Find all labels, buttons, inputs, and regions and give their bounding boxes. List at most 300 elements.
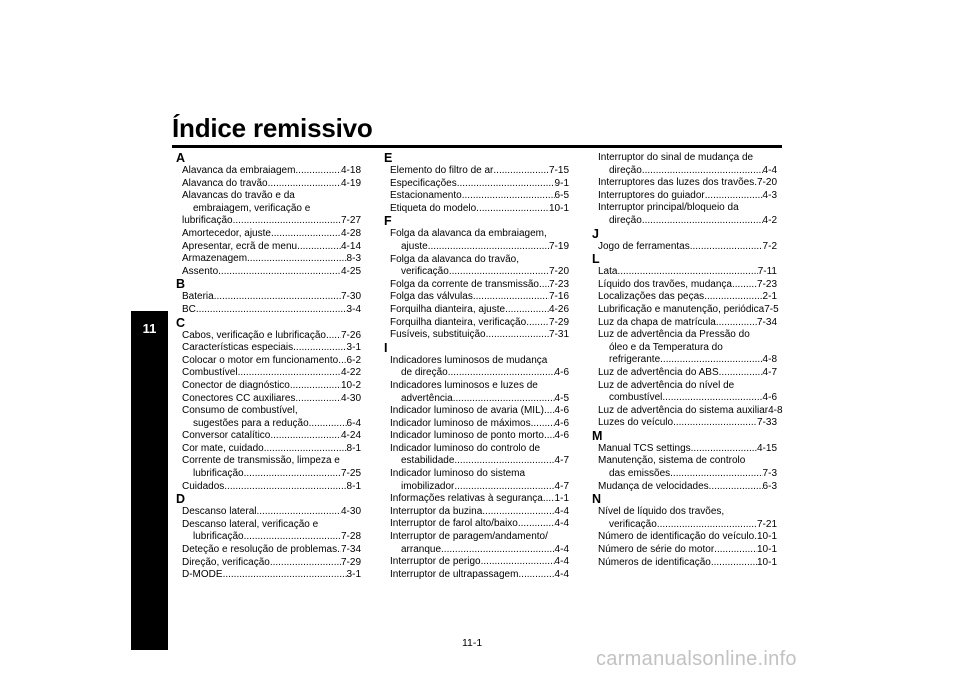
index-entry [384, 430, 569, 443]
index-entry-page: 7-31 [548, 329, 569, 341]
index-entry-text: embraiagem, verificação e [193, 202, 311, 214]
index-entry-page: 7-23 [756, 278, 777, 290]
index-entry-text: óleo e da Temperatura do [609, 341, 723, 353]
index-entry-text: Números de identificação [598, 556, 711, 568]
index-entry-page: 7-34 [756, 316, 777, 328]
index-entry [176, 355, 361, 368]
index-entry [592, 266, 777, 279]
index-entry-text: Forquilha dianteira, verificação [390, 316, 527, 328]
index-entry-text: Interruptor de farol alto/baixo [390, 518, 518, 530]
dot-leader [297, 241, 341, 254]
index-entry-text: Interruptor de ultrapassagem [390, 568, 519, 580]
index-section-letter: F [384, 214, 392, 229]
dot-leader [295, 393, 341, 406]
index-entry-text: lubrificação [193, 531, 244, 543]
dot-leader [223, 569, 347, 582]
index-entry-page: 4-4 [554, 568, 569, 580]
index-entry [592, 354, 777, 367]
index-entry-text: Indicador luminoso de máximos [390, 417, 531, 429]
index-entry [592, 279, 777, 292]
index-entry [176, 418, 361, 431]
index-entry [176, 178, 361, 191]
index-entry-text: arranque [401, 543, 442, 555]
index-entry [384, 556, 569, 569]
index-entry-text: Interruptor do sinal de mudança de [598, 152, 754, 163]
index-entry-text: Indicador luminoso do controlo de [390, 442, 541, 454]
index-entry-page: 4-30 [340, 506, 361, 518]
index-entry-page: 8-3 [346, 253, 361, 265]
dot-leader [482, 506, 554, 519]
index-entry-page: 4-5 [554, 392, 569, 404]
index-entry [592, 291, 777, 304]
index-entry-page: 6-2 [346, 354, 361, 366]
index-entry-text: Combustível [182, 367, 238, 379]
index-entry-text: Luz de advertência do ABS [598, 366, 719, 378]
dot-leader [505, 304, 549, 317]
index-entry-page: 8-1 [346, 442, 361, 454]
index-entry-page: 4-14 [340, 240, 361, 252]
index-entry [176, 544, 361, 557]
index-entry-text: Lubrificação e manutenção, periódica [598, 303, 765, 315]
index-entry [592, 519, 777, 532]
index-entry-text: Alavanca do travão [182, 177, 268, 189]
chapter-tab [131, 311, 168, 650]
index-entry-text: direção [609, 214, 642, 226]
index-entry-page: 4-8 [762, 354, 777, 366]
index-entry [176, 304, 361, 317]
index-entry-text: Elemento do filtro de ar [390, 165, 494, 176]
dot-leader [218, 266, 341, 279]
dot-leader [714, 544, 757, 557]
index-entry [384, 506, 569, 519]
index-section-letter: J [592, 226, 599, 241]
dot-leader [244, 531, 341, 544]
index-entry-page: 7-30 [340, 291, 361, 303]
index-entry [384, 481, 569, 494]
index-entry-text: Bateria [182, 291, 214, 303]
index-entry [384, 178, 569, 191]
index-entry-text: Luz de advertência do sistema auxiliar [598, 404, 769, 416]
index-entry-text: verificação [401, 266, 449, 278]
index-entry-text: Interruptor de paragem/andamento/ [390, 531, 548, 543]
index-entry-text: Número de identificação do veículo [598, 531, 755, 543]
index-entry-page: 1-1 [554, 493, 569, 505]
dot-leader [449, 266, 549, 279]
index-entry [176, 393, 361, 406]
dot-leader [453, 393, 555, 406]
index-entry-text: Etiqueta do modelo [390, 202, 477, 214]
index-entry-page: 4-4 [554, 543, 569, 555]
dot-leader [690, 241, 763, 254]
index-entry-page: 3-4 [346, 303, 361, 315]
index-entry-text: Luz de advertência do nível de [598, 379, 735, 391]
index-entry [384, 367, 569, 380]
index-entry-text: Interruptor principal/bloqueio da [598, 202, 739, 214]
index-entry [592, 215, 777, 228]
dot-leader [309, 418, 347, 431]
index-entry-text: Informações relativas à segurança [390, 493, 543, 505]
index-entry-text: Interruptor da buzina [390, 505, 483, 517]
index-entry [176, 531, 361, 544]
index-entry [176, 506, 361, 519]
dot-leader [290, 380, 341, 393]
index-entry-text: lubrificação [182, 215, 233, 227]
index-entry [176, 380, 361, 393]
index-entry-text: Interruptores do guiador [598, 189, 705, 201]
index-entry-text: verificação [609, 518, 657, 530]
index-entry-page: 8-1 [346, 480, 361, 492]
index-entry-page: 4-6 [554, 430, 569, 442]
dot-leader [657, 519, 757, 532]
chapter-tab-label: 11 [142, 321, 157, 336]
index-entry-text: Localizações das peças [598, 291, 705, 303]
index-entry-page: 7-20 [548, 266, 569, 278]
dot-leader [214, 291, 341, 304]
index-entry-text: Conversor catalítico [182, 430, 271, 442]
index-entry [592, 544, 777, 557]
dot-leader [543, 493, 555, 506]
index-entry-text: Jogo de ferramentas [598, 240, 690, 252]
index-entry-text: Conectores CC auxiliares [182, 392, 296, 404]
index-entry [176, 569, 361, 582]
dot-leader [448, 367, 555, 380]
index-entry-page: 4-4 [554, 505, 569, 517]
index-entry-page: 4-22 [340, 367, 361, 379]
index-entry [592, 443, 777, 456]
index-entry [176, 291, 361, 304]
index-entry-text: Fusíveis, substituição [390, 329, 486, 341]
index-entry-page: 7-29 [548, 316, 569, 328]
index-entry [592, 317, 777, 330]
index-entry-text: Forquilha dianteira, ajuste [390, 303, 506, 315]
index-entry-page: 10-1 [756, 544, 777, 556]
index-entry-page: 4-4 [554, 556, 569, 568]
index-entry [384, 518, 569, 531]
dot-leader [526, 317, 549, 330]
dot-leader [462, 190, 555, 203]
index-entry-text: Folga das válvulas [390, 291, 473, 303]
index-entry [176, 468, 361, 481]
page-number: 11-1 [462, 637, 483, 649]
index-entry [384, 203, 569, 216]
index-entry-page: 4-18 [340, 165, 361, 176]
index-section-letter: E [384, 151, 393, 165]
index-entry [384, 455, 569, 468]
index-entry-page: 7-19 [548, 240, 569, 252]
index-entry-page: 4-6 [554, 367, 569, 379]
index-entry [176, 215, 361, 228]
index-entry-text: D-MODE [182, 569, 223, 581]
dot-leader [539, 279, 549, 292]
index-entry-text: ajuste [401, 240, 428, 252]
page-title: Índice remissivo [172, 113, 373, 143]
index-entry-text: Cuidados [182, 480, 225, 492]
index-entry-text: direção [609, 164, 642, 176]
index-entry [384, 291, 569, 304]
dot-leader [705, 190, 763, 203]
index-entry-text: Armazenagem [182, 253, 248, 265]
index-entry-text: Folga da corrente de transmissão [390, 278, 539, 290]
index-entry [176, 481, 361, 494]
index-entry-text: BC [182, 303, 196, 315]
index-entry-page: 4-15 [756, 442, 777, 454]
watermark: carmanualsonline.info [596, 648, 797, 670]
index-entry-text: Cor mate, cuidado [182, 442, 264, 454]
index-entry-page: 4-28 [340, 227, 361, 239]
index-entry [176, 443, 361, 456]
index-entry-page: 4-19 [340, 177, 361, 189]
index-entry [176, 367, 361, 380]
index-entry [384, 304, 569, 317]
index-entry-text: Apresentar, ecrã de menu [182, 240, 298, 252]
dot-leader [271, 228, 341, 241]
index-entry-page: 4-8 [768, 404, 783, 416]
index-entry [176, 165, 361, 178]
index-section-letter: N [592, 492, 602, 507]
dot-leader [518, 569, 554, 582]
dot-leader [224, 481, 346, 494]
index-entry-text: Deteção e resolução de problemas [182, 544, 338, 556]
index-entry-page: 10-1 [756, 531, 777, 543]
dot-leader [441, 544, 555, 557]
index-entry [384, 329, 569, 342]
index-entry [384, 279, 569, 292]
index-entry-page: 7-2 [762, 240, 777, 252]
index-entry [384, 544, 569, 557]
index-column-2 [384, 152, 569, 581]
index-entry-page: 6-3 [762, 480, 777, 492]
dot-leader [642, 215, 763, 228]
index-entry-text: Alavancas do travão e da [182, 190, 295, 202]
dot-leader [247, 253, 347, 266]
dot-leader [264, 443, 347, 456]
index-entry [592, 304, 777, 317]
title-rule [172, 145, 782, 148]
index-entry-text: Indicador luminoso de avaria (MIL) [390, 405, 544, 417]
dot-leader [709, 481, 763, 494]
dot-leader [481, 556, 555, 569]
dot-leader [270, 430, 341, 443]
index-entry-page: 4-7 [554, 455, 569, 467]
dot-leader [233, 215, 341, 228]
index-entry-text: combustível [609, 392, 663, 404]
index-entry-text: Estacionamento [390, 190, 462, 202]
index-entry [592, 241, 777, 254]
index-entry-text: de direção [401, 367, 448, 379]
dot-leader [691, 443, 757, 456]
dot-leader [518, 518, 555, 531]
dot-leader [732, 279, 757, 292]
index-entry [384, 165, 569, 178]
dot-leader [493, 165, 549, 178]
index-entry [592, 177, 777, 190]
index-entry [384, 266, 569, 279]
index-entry-text: Luz de advertência da Pressão do [598, 329, 750, 341]
index-entry-page: 7-28 [340, 531, 361, 543]
index-entry-text: refrigerante [609, 354, 661, 366]
index-section-letter: L [592, 252, 600, 267]
dot-leader [295, 165, 341, 178]
index-entry-page: 4-2 [762, 214, 777, 226]
dot-leader [428, 241, 549, 254]
dot-leader [544, 405, 555, 418]
index-entry-text: Especificações [390, 177, 457, 189]
index-entry-page: 7-16 [548, 291, 569, 303]
index-entry-page: 7-23 [548, 278, 569, 290]
dot-leader [244, 468, 341, 481]
index-entry [176, 266, 361, 279]
index-entry [384, 418, 569, 431]
index-entry-text: Interruptor de perigo [390, 556, 481, 568]
index-entry-text: Número de série do motor [598, 544, 715, 556]
dot-leader [293, 342, 346, 355]
index-entry [592, 190, 777, 203]
index-entry [176, 557, 361, 570]
index-entry-text: sugestões para a redução [193, 417, 309, 429]
index-entry [384, 241, 569, 254]
index-entry-page: 3-1 [346, 569, 361, 581]
index-entry-page: 4-25 [340, 265, 361, 277]
index-entry-page: 6-5 [554, 190, 569, 202]
index-section-letter: C [176, 315, 186, 330]
index-entry-page: 7-26 [340, 329, 361, 341]
dot-leader [457, 178, 555, 191]
index-entry-text: Colocar o motor em funcionamento [182, 354, 339, 366]
index-entry [592, 468, 777, 481]
index-entry-page: 4-3 [762, 189, 777, 201]
index-section-letter: I [384, 340, 388, 355]
index-entry [592, 481, 777, 494]
dot-leader [454, 455, 554, 468]
dot-leader [544, 430, 555, 443]
dot-leader [531, 418, 555, 431]
index-entry [384, 393, 569, 406]
index-entry-text: Descanso lateral [182, 506, 257, 518]
index-entry [176, 253, 361, 266]
index-section-letter: D [176, 492, 186, 507]
dot-leader [670, 468, 762, 481]
index-entry-text: lubrificação [193, 468, 244, 480]
index-entry-text: Corrente de transmissão, limpeza e [182, 455, 340, 467]
dot-leader [270, 557, 341, 570]
index-entry-page: 3-1 [346, 342, 361, 354]
index-entry-page: 10-1 [756, 556, 777, 568]
index-entry-page: 4-7 [762, 366, 777, 378]
index-entry [176, 241, 361, 254]
index-entry-page: 7-20 [756, 177, 777, 189]
index-entry-text: Lata [598, 266, 618, 278]
index-entry-text: Nível de líquido dos travões, [598, 506, 725, 518]
index-entry-page: 4-30 [340, 392, 361, 404]
index-entry [384, 569, 569, 582]
index-entry-page: 7-11 [757, 266, 777, 278]
index-entry-page: 4-26 [548, 303, 569, 315]
index-entry-text: Líquido dos travões, mudança [598, 278, 732, 290]
index-entry-text: Amortecedor, ajuste [182, 227, 271, 239]
index-entry-page: 10-2 [340, 379, 361, 391]
index-entry [592, 417, 777, 430]
index-entry-text: Folga da alavanca da embraiagem, [390, 228, 547, 240]
index-entry-page: 7-3 [762, 468, 777, 480]
index-entry-text: Indicador luminoso do sistema [390, 468, 526, 480]
index-entry-page: 10-1 [548, 202, 569, 214]
index-entry-page: 4-6 [554, 405, 569, 417]
index-entry-text: Manutenção, sistema de controlo [598, 455, 746, 467]
index-entry-page: 9-1 [554, 177, 569, 189]
index-entry [384, 190, 569, 203]
index-entry [176, 430, 361, 443]
index-entry-page: 7-27 [340, 215, 361, 227]
index-entry-text: Folga da alavanca do travão, [390, 253, 519, 265]
index-entry-text: estabilidade [401, 455, 455, 467]
index-entry-text: Assento [182, 265, 219, 277]
index-entry-text: Conector de diagnóstico [182, 379, 290, 391]
index-entry-text: Características especiais [182, 342, 294, 354]
dot-leader [326, 330, 341, 343]
index-entry-page: 2-1 [762, 291, 777, 303]
index-entry-page: 7-33 [756, 417, 777, 429]
index-entry-text: Direção, verificação [182, 556, 270, 568]
dot-leader [454, 481, 554, 494]
dot-leader [268, 178, 341, 191]
index-entry-page: 4-6 [554, 417, 569, 429]
index-entry-text: Interruptores das luzes dos travões [598, 177, 755, 189]
index-entry-text: Alavanca da embraiagem [182, 165, 296, 176]
index-entry-text: Luz da chapa de matrícula [598, 316, 716, 328]
index-entry [592, 367, 777, 380]
index-entry-page: 7-5 [764, 303, 779, 315]
dot-leader [716, 317, 757, 330]
index-entry [592, 531, 777, 544]
index-entry [176, 342, 361, 355]
index-entry-page: 4-7 [554, 480, 569, 492]
index-entry [384, 493, 569, 506]
dot-leader [711, 557, 757, 570]
dot-leader [256, 506, 341, 519]
index-entry-text: Indicadores luminosos e luzes de [390, 379, 538, 391]
dot-leader [486, 329, 549, 342]
index-entry-page: 4-4 [554, 518, 569, 530]
dot-leader [238, 367, 341, 380]
index-entry-page: 7-25 [340, 468, 361, 480]
index-entry-page: 4-4 [762, 164, 777, 176]
index-entry [592, 165, 777, 178]
index-entry-text: Manual TCS settings [598, 442, 691, 454]
index-entry-text: Luzes do veículo [598, 417, 674, 429]
dot-leader [719, 367, 763, 380]
index-column-1 [176, 152, 361, 582]
index-entry [592, 557, 777, 570]
index-section-letter: A [176, 151, 186, 165]
dot-leader [642, 165, 763, 178]
index-entry [384, 317, 569, 330]
index-entry-text: Consumo de combustível, [182, 405, 298, 417]
index-entry-page: 7-29 [340, 556, 361, 568]
dot-leader [673, 417, 757, 430]
index-entry-text: Mudança de velocidades [598, 480, 709, 492]
index-entry [592, 392, 777, 405]
index-entry-page: 6-4 [346, 417, 361, 429]
dot-leader [473, 291, 549, 304]
dot-leader [704, 291, 762, 304]
index-entry [176, 228, 361, 241]
index-entry-page: 7-15 [548, 165, 569, 176]
index-section-letter: M [592, 428, 603, 443]
index-entry-text: das emissões [609, 468, 671, 480]
dot-leader [338, 355, 346, 368]
index-entry [384, 405, 569, 418]
dot-leader [617, 266, 757, 279]
